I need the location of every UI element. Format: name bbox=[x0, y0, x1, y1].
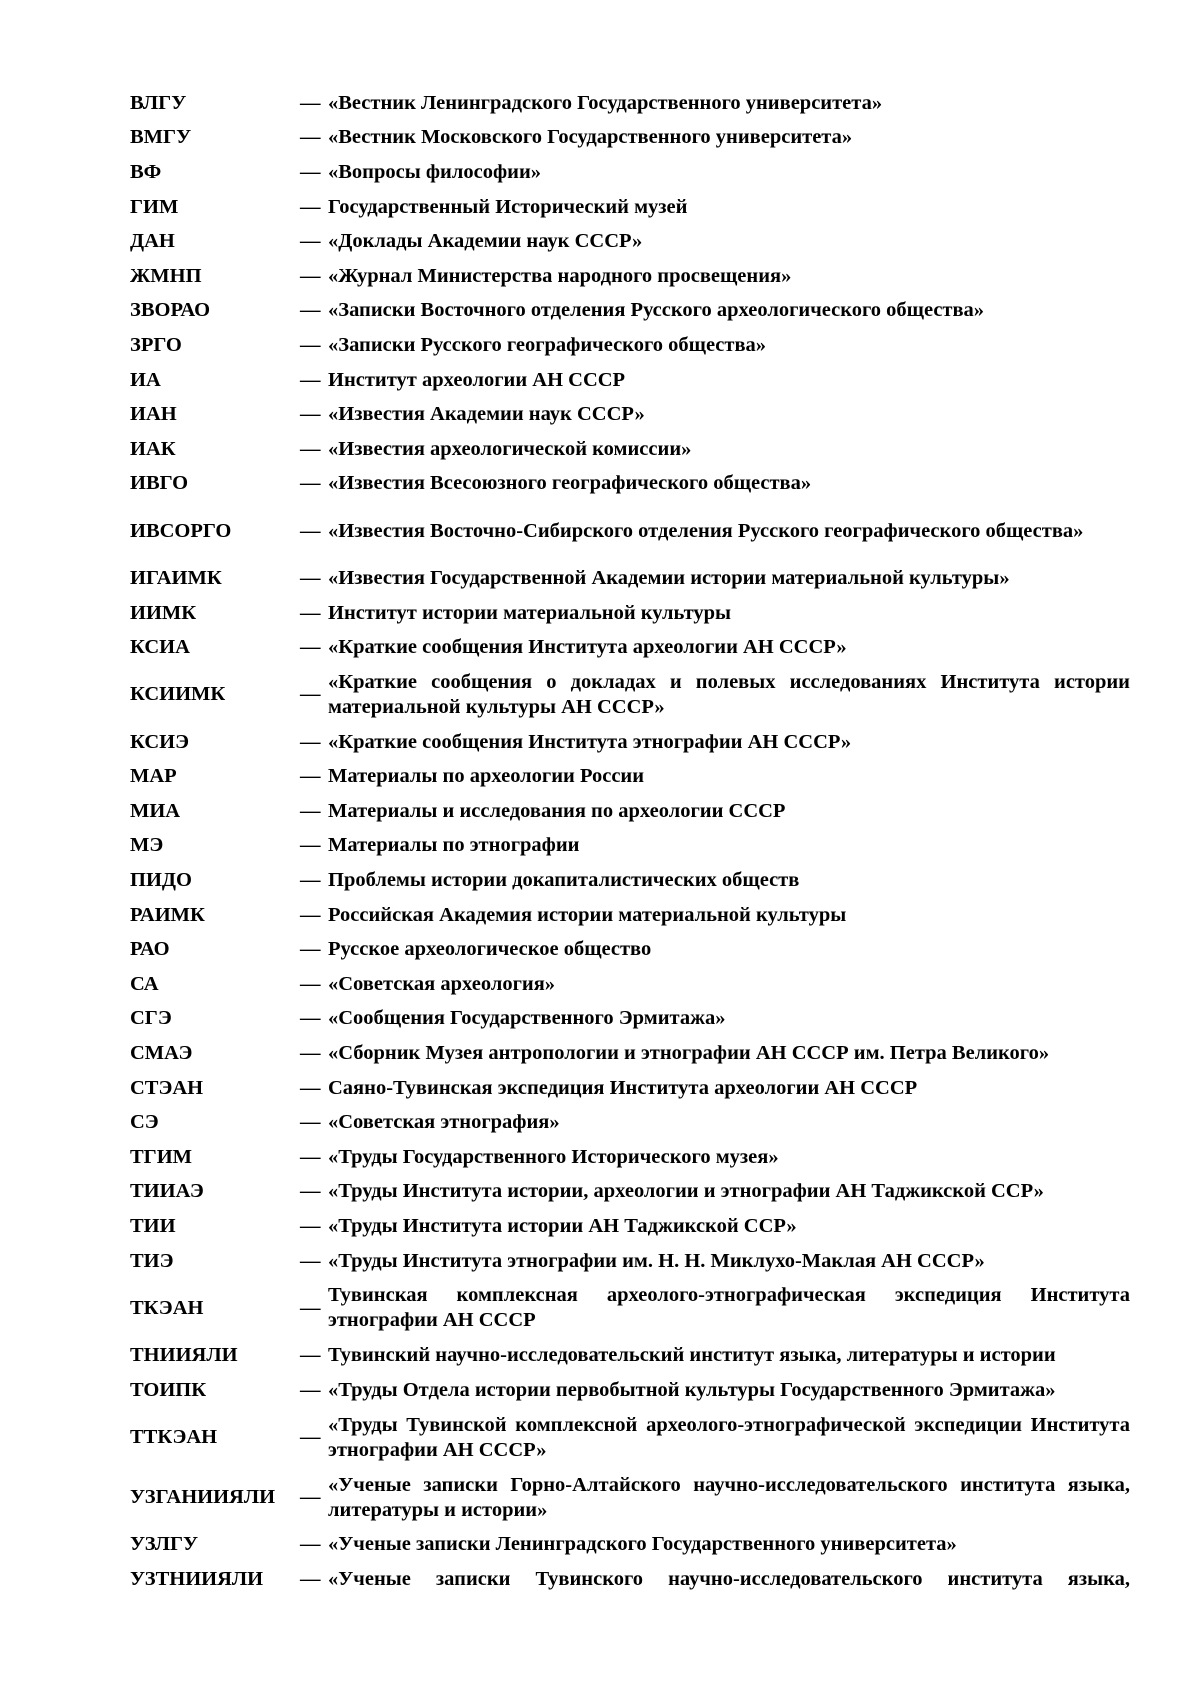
dash: — bbox=[300, 1007, 321, 1030]
abbreviation-entry bbox=[130, 259, 1130, 294]
dash: — bbox=[300, 972, 321, 995]
abbreviation: СТЭАН bbox=[130, 1076, 204, 1099]
definition: Материалы по археологии России bbox=[328, 765, 645, 788]
abbreviation: ТИИАЭ bbox=[130, 1180, 204, 1203]
abbreviation: ИА bbox=[130, 368, 161, 391]
definition: «Краткие сообщения Института этнографии АН СССР» bbox=[328, 730, 852, 753]
abbreviation: ИВСОРГО bbox=[130, 519, 232, 542]
abbreviation-entry bbox=[130, 1468, 1130, 1528]
abbreviation: КСИИМК bbox=[130, 683, 226, 706]
abbreviation: МИА bbox=[130, 799, 181, 822]
abbreviation-entry bbox=[130, 1071, 1130, 1106]
abbreviation: ТИИ bbox=[130, 1215, 176, 1238]
dash: — bbox=[300, 1533, 321, 1556]
definition: «Записки Восточного отделения Русского археологического общества» bbox=[328, 299, 985, 322]
definition: Государственный Исторический музей bbox=[328, 195, 688, 218]
definition: «Труды Государственного Исторического музея» bbox=[328, 1145, 779, 1168]
dash: — bbox=[300, 799, 321, 822]
abbreviation-entry bbox=[130, 86, 1130, 121]
abbreviation: МАР bbox=[130, 765, 177, 788]
abbreviation-entry bbox=[130, 432, 1130, 467]
abbreviation-entry bbox=[130, 1002, 1130, 1037]
dash: — bbox=[300, 472, 321, 495]
abbreviation-entry bbox=[130, 794, 1130, 829]
abbreviation-entry bbox=[130, 328, 1130, 363]
dash: — bbox=[300, 126, 321, 149]
definition: «Советская этнография» bbox=[328, 1111, 560, 1134]
abbreviation-entry bbox=[130, 1373, 1130, 1408]
abbreviation-entry bbox=[130, 1140, 1130, 1175]
dash: — bbox=[300, 1344, 321, 1367]
abbreviation: УЗГАНИИЯЛИ bbox=[130, 1486, 276, 1509]
definition: Русское археологическое общество bbox=[328, 938, 652, 961]
dash: — bbox=[300, 333, 321, 356]
definition: «Вестник Московского Государственного университета» bbox=[328, 126, 853, 149]
abbreviation: СА bbox=[130, 972, 159, 995]
abbreviation-entry bbox=[130, 665, 1130, 725]
dash: — bbox=[300, 1567, 321, 1590]
definition: Саяно-Тувинская экспедиция Института археологии АН СССР bbox=[328, 1076, 918, 1099]
abbreviation-entry bbox=[130, 760, 1130, 795]
dash: — bbox=[300, 160, 321, 183]
dash: — bbox=[300, 1042, 321, 1065]
dash: — bbox=[300, 903, 321, 926]
dash: — bbox=[300, 1111, 321, 1134]
definition: Российская Академия истории материальной культуры bbox=[328, 903, 847, 926]
definition: Тувинский научно-исследовательский институт языка, литературы и истории bbox=[328, 1344, 1056, 1367]
definition: Материалы и исследования по археологии СССР bbox=[328, 799, 786, 822]
definition: «Краткие сообщения о докладах и полевых исследованиях Института истории материальной культуры АН СССР» bbox=[328, 670, 1130, 718]
definition: «Сборник Музея антропологии и этнографии АН СССР им. Петра Великого» bbox=[328, 1042, 1050, 1065]
definition: «Сообщения Государственного Эрмитажа» bbox=[328, 1007, 726, 1030]
definition: «Известия Всесоюзного географического общества» bbox=[328, 472, 812, 495]
abbreviation-entry bbox=[130, 294, 1130, 329]
dash: — bbox=[300, 1296, 321, 1319]
definition: «Труды Тувинской комплексной археолого-этнографической экспедиции Института этнографии АН СССР» bbox=[328, 1413, 1130, 1461]
abbreviation-entry bbox=[130, 1244, 1130, 1279]
dash: — bbox=[300, 91, 321, 114]
definition: «Ученые записки Горно-Алтайского научно-исследовательского института языка, литературы и истории» bbox=[328, 1473, 1130, 1521]
abbreviation-entry bbox=[130, 1105, 1130, 1140]
abbreviation-entry bbox=[130, 596, 1130, 631]
definition: «Известия археологической комиссии» bbox=[328, 437, 692, 460]
definition: «Известия Восточно-Сибирского отделения Русского географического общества» bbox=[328, 519, 1084, 542]
abbreviation: СМАЭ bbox=[130, 1042, 193, 1065]
abbreviation: ТНИИЯЛИ bbox=[130, 1344, 238, 1367]
abbreviation: ГИМ bbox=[130, 195, 179, 218]
abbreviation: ЗВОРАО bbox=[130, 299, 211, 322]
definition: «Труды Института истории АН Таджикской ССР» bbox=[328, 1215, 797, 1238]
abbreviation-entry bbox=[130, 898, 1130, 933]
abbreviation: КСИА bbox=[130, 636, 190, 659]
definition: Проблемы истории докапиталистических обществ bbox=[328, 869, 800, 892]
definition: Институт археологии АН СССР bbox=[328, 368, 626, 391]
abbreviation: КСИЭ bbox=[130, 730, 190, 753]
abbreviation: ПИДО bbox=[130, 869, 192, 892]
abbreviation-entry bbox=[130, 1209, 1130, 1244]
definition: «Ученые записки Ленинградского Государственного университета» bbox=[328, 1533, 957, 1556]
dash: — bbox=[300, 636, 321, 659]
dash: — bbox=[300, 1076, 321, 1099]
dash: — bbox=[300, 683, 321, 706]
abbreviation-entry bbox=[130, 190, 1130, 225]
dash: — bbox=[300, 437, 321, 460]
definition: «Ученые записки Тувинского научно-исследовательского института языка, bbox=[328, 1567, 1130, 1590]
abbreviation-entry bbox=[130, 829, 1130, 864]
definition: Материалы по этнографии bbox=[328, 834, 580, 857]
definition: «Журнал Министерства народного просвещения» bbox=[328, 264, 792, 287]
dash: — bbox=[300, 566, 321, 589]
abbreviation-entry bbox=[130, 224, 1130, 259]
definition: «Советская археология» bbox=[328, 972, 556, 995]
abbreviation-entry bbox=[130, 630, 1130, 665]
abbreviation-entry bbox=[130, 725, 1130, 760]
dash: — bbox=[300, 1426, 321, 1449]
abbreviation: ТОИПК bbox=[130, 1378, 207, 1401]
dash: — bbox=[300, 403, 321, 426]
dash: — bbox=[300, 730, 321, 753]
dash: — bbox=[300, 834, 321, 857]
abbreviation-entry bbox=[130, 863, 1130, 898]
dash: — bbox=[300, 368, 321, 391]
dash: — bbox=[300, 938, 321, 961]
dash: — bbox=[300, 1145, 321, 1168]
abbreviation: ТКЭАН bbox=[130, 1296, 204, 1319]
abbreviation: ДАН bbox=[130, 230, 175, 253]
abbreviation: УЗЛГУ bbox=[130, 1533, 199, 1556]
dash: — bbox=[300, 230, 321, 253]
abbreviation-entry bbox=[130, 1175, 1130, 1210]
abbreviation: СГЭ bbox=[130, 1007, 172, 1030]
definition: «Краткие сообщения Института археологии АН СССР» bbox=[328, 636, 847, 659]
abbreviation: ТИЭ bbox=[130, 1249, 174, 1272]
abbreviation-entry bbox=[130, 1408, 1130, 1468]
definition: «Известия Академии наук СССР» bbox=[328, 403, 645, 426]
abbreviation-entry bbox=[130, 1036, 1130, 1071]
dash: — bbox=[300, 1249, 321, 1272]
dash: — bbox=[300, 519, 321, 542]
definition: «Труды Отдела истории первобытной культуры Государственного Эрмитажа» bbox=[328, 1378, 1056, 1401]
definition: «Доклады Академии наук СССР» bbox=[328, 230, 643, 253]
definition: «Вопросы философии» bbox=[328, 160, 542, 183]
abbreviation-entry bbox=[130, 561, 1130, 596]
dash: — bbox=[300, 299, 321, 322]
definition: «Записки Русского географического общества» bbox=[328, 333, 767, 356]
abbreviation: МЭ bbox=[130, 834, 164, 857]
abbreviation: СЭ bbox=[130, 1111, 159, 1134]
abbreviation-entry bbox=[130, 363, 1130, 398]
abbreviation: ВЛГУ bbox=[130, 91, 187, 114]
dash: — bbox=[300, 1180, 321, 1203]
definition: Тувинская комплексная археолого-этнографическая экспедиция Института этнографии АН СССР bbox=[328, 1284, 1130, 1332]
abbreviation-entry bbox=[130, 467, 1130, 502]
abbreviation-entry bbox=[130, 932, 1130, 967]
abbreviation: ИИМК bbox=[130, 601, 197, 624]
dash: — bbox=[300, 195, 321, 218]
abbreviation-entry bbox=[130, 501, 1130, 561]
abbreviation-entry bbox=[130, 121, 1130, 156]
abbreviation: ТГИМ bbox=[130, 1145, 193, 1168]
dash: — bbox=[300, 869, 321, 892]
abbreviation-entry bbox=[130, 1278, 1130, 1338]
abbreviation-entry bbox=[130, 1528, 1130, 1563]
abbreviation-entry bbox=[130, 155, 1130, 190]
abbreviation-list bbox=[130, 86, 1130, 1597]
abbreviation: РАИМК bbox=[130, 903, 205, 926]
abbreviation-entry bbox=[130, 967, 1130, 1002]
dash: — bbox=[300, 1215, 321, 1238]
abbreviation: ЖМНП bbox=[130, 264, 202, 287]
abbreviation: РАО bbox=[130, 938, 170, 961]
dash: — bbox=[300, 1378, 321, 1401]
definition: «Известия Государственной Академии истории материальной культуры» bbox=[328, 566, 1010, 589]
dash: — bbox=[300, 1486, 321, 1509]
abbreviation: ИГАИМК bbox=[130, 566, 222, 589]
abbreviation-entry bbox=[130, 397, 1130, 432]
abbreviation: ИВГО bbox=[130, 472, 189, 495]
dash: — bbox=[300, 765, 321, 788]
abbreviation: ЗРГО bbox=[130, 333, 182, 356]
abbreviation: ВФ bbox=[130, 160, 162, 183]
abbreviation: УЗТНИИЯЛИ bbox=[130, 1567, 264, 1590]
abbreviation: ВМГУ bbox=[130, 126, 192, 149]
definition: «Труды Института истории, археологии и этнографии АН Таджикской ССР» bbox=[328, 1180, 1044, 1203]
abbreviation: ИАН bbox=[130, 403, 177, 426]
abbreviation: ИАК bbox=[130, 437, 176, 460]
abbreviation-entry bbox=[130, 1338, 1130, 1373]
definition: «Труды Института этнографии им. Н. Н. Миклухо-Маклая АН СССР» bbox=[328, 1249, 985, 1272]
dash: — bbox=[300, 264, 321, 287]
definition: «Вестник Ленинградского Государственного университета» bbox=[328, 91, 883, 114]
abbreviation: ТТКЭАН bbox=[130, 1426, 218, 1449]
abbreviation-entry bbox=[130, 1562, 1130, 1597]
dash: — bbox=[300, 601, 321, 624]
definition: Институт истории материальной культуры bbox=[328, 601, 732, 624]
